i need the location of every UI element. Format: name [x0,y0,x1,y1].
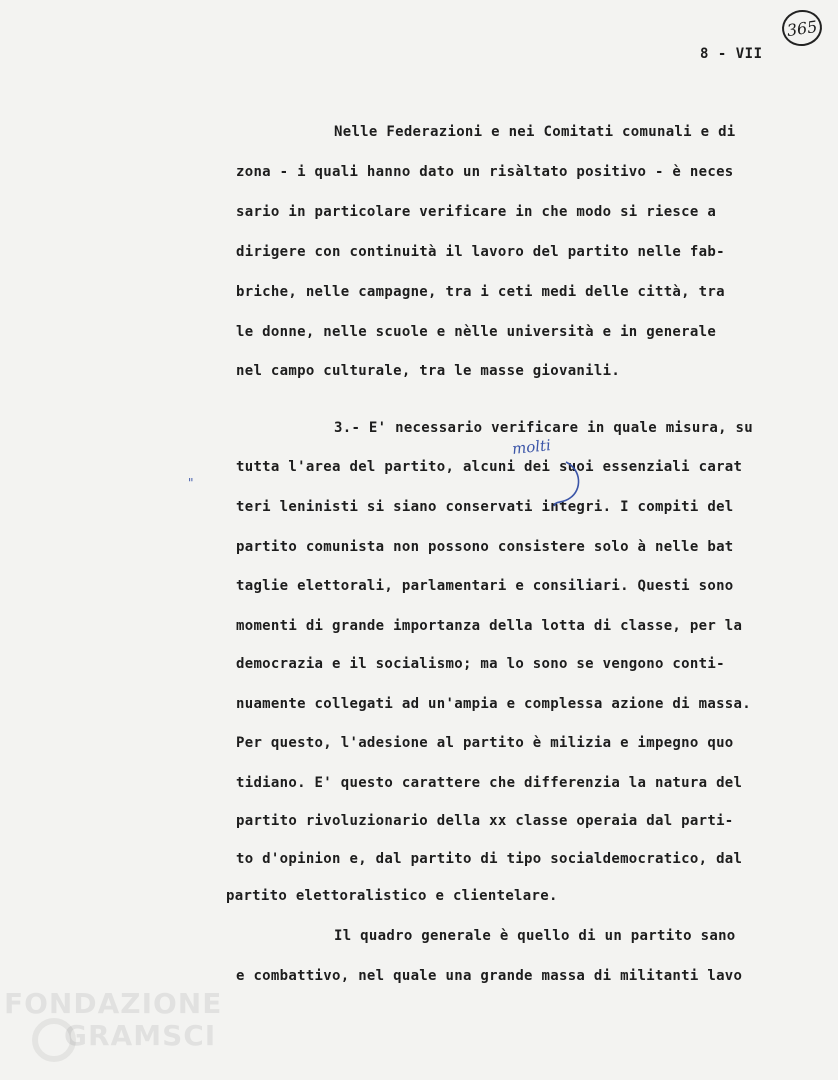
text-line-19: to d'opinion e, dal partito di tipo socialdemocratico, dal [236,851,743,867]
text-line-22: e combattivo, nel quale una grande massa di militanti lavo [236,968,743,984]
text-line-21: Il quadro generale è quello di un partito sano [334,928,736,944]
text-line-12: taglie elettorali, parlamentari e consiliari. Questi sono [236,578,734,594]
text-line-9: tutta l'area del partito, alcuni dei suoi essenziali carat [236,459,743,475]
watermark-line-1: FONDAZIONE [4,987,223,1020]
text-line-7: nel campo culturale, tra le masse giovanili. [236,363,621,379]
watermark-line-2: GRAMSCI [64,1019,217,1052]
text-line-13: momenti di grande importanza della lotta di classe, per la [236,618,743,634]
text-line-6: le donne, nelle scuole e nèlle università e in generale [236,324,717,340]
text-line-16: Per questo, l'adesione al partito è milizia e impegno quo [236,735,734,751]
watermark [4,987,223,1052]
handwritten-annotation: molti [511,436,552,458]
text-line-4: dirigere con continuità il lavoro del partito nelle fab- [236,244,725,260]
text-line-2: zona - i quali hanno dato un risàltato positivo - è neces [236,164,734,180]
text-line-20: partito elettoralistico e clientelare. [226,888,558,904]
text-line-17: tidiano. E' questo carattere che differenzia la natura del [236,775,743,791]
text-line-15: nuamente collegati ad un'ampia e complessa azione di massa. [236,696,751,712]
text-line-8: 3.- E' necessario verificare in quale misura, su [334,420,753,436]
text-line-18: partito rivoluzionario della xx classe operaia dal parti- [236,813,734,829]
text-line-10: teri leninisti si siano conservati integri. I compiti del [236,499,734,515]
text-line-11: partito comunista non possono consistere solo à nelle bat [236,539,734,555]
margin-mark: " [188,476,194,490]
text-line-5: briche, nelle campagne, tra i ceti medi delle città, tra [236,284,725,300]
page-number: 8 - VII [700,46,763,62]
text-line-14: democrazia e il socialismo; ma lo sono se vengono conti- [236,656,725,672]
annotation-curve-icon [548,460,588,508]
text-line-1: Nelle Federazioni e nei Comitati comunali e di [334,124,736,140]
text-line-3: sario in particolare verificare in che modo si riesce a [236,204,717,220]
archive-stamp: 365 [780,7,825,48]
